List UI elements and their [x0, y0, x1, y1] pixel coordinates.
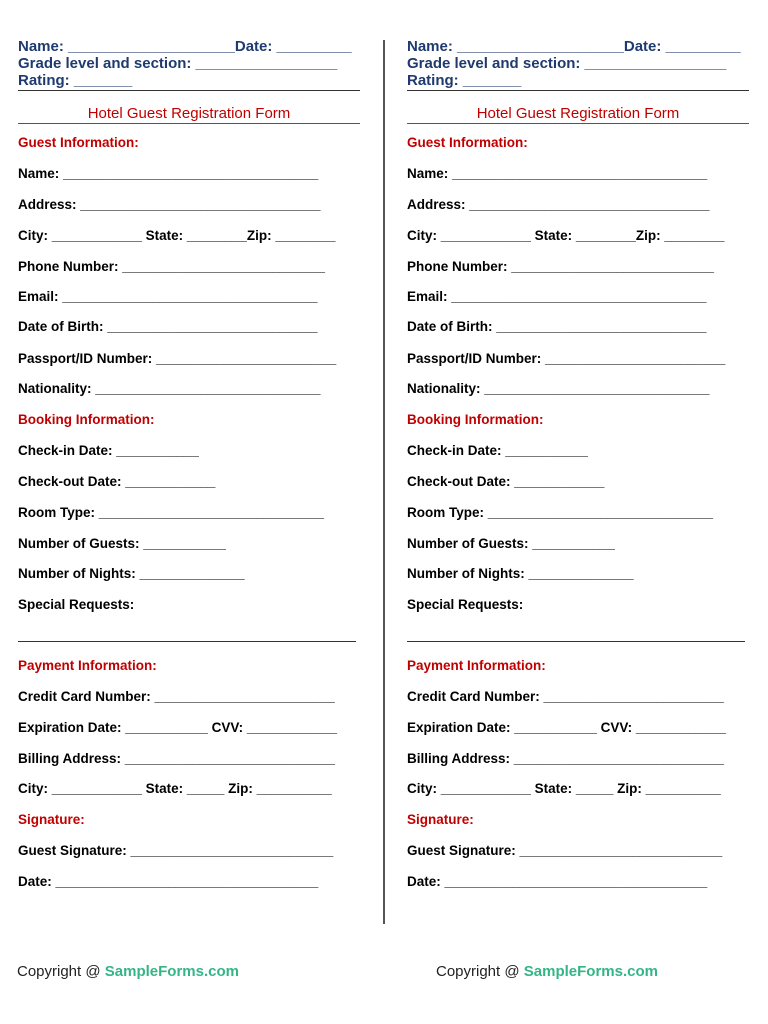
field-address[interactable]: Address: ________________________________: [407, 197, 710, 212]
field-expiration-cvv[interactable]: Expiration Date: ___________ CVV: ____________: [407, 720, 726, 735]
field-billing-address[interactable]: Billing Address: ____________________________: [407, 751, 724, 766]
header-rule: [407, 90, 749, 91]
brand-link[interactable]: SampleForms.com: [104, 963, 239, 980]
field-expiration-cvv[interactable]: Expiration Date: ___________ CVV: ____________: [18, 720, 337, 735]
field-guest-signature[interactable]: Guest Signature: ___________________________: [407, 843, 723, 858]
field-room-type[interactable]: Room Type: ______________________________: [18, 505, 324, 520]
field-name[interactable]: Name: __________________________________: [407, 166, 708, 181]
field-billing-city-state-zip[interactable]: City: ____________ State: _____ Zip: __________: [18, 781, 332, 796]
section-guest-information: Guest Information:: [18, 135, 139, 150]
field-passport-id[interactable]: Passport/ID Number: ________________________: [407, 351, 726, 366]
field-address[interactable]: Address: ________________________________: [18, 197, 321, 212]
field-nationality[interactable]: Nationality: ______________________________: [407, 381, 710, 396]
field-check-out-date[interactable]: Check-out Date: ____________: [18, 474, 216, 489]
section-booking-information: Booking Information:: [407, 412, 544, 427]
header-grade-section: Grade level and section: _________________: [18, 55, 338, 72]
form-title: Hotel Guest Registration Form: [476, 105, 680, 122]
field-guest-signature[interactable]: Guest Signature: ___________________________: [18, 843, 334, 858]
header-rating: Rating: _______: [18, 72, 133, 89]
special-requests-line[interactable]: [407, 641, 745, 642]
section-signature: Signature:: [407, 812, 474, 827]
section-signature: Signature:: [18, 812, 85, 827]
header-rating: Rating: _______: [407, 72, 522, 89]
field-date[interactable]: Date: ___________________________________: [18, 874, 319, 889]
field-billing-address[interactable]: Billing Address: ____________________________: [18, 751, 335, 766]
field-room-type[interactable]: Room Type: ______________________________: [407, 505, 713, 520]
copyright-text: Copyright @: [436, 963, 524, 980]
header-name-date: Name: ____________________Date: _________: [407, 38, 741, 55]
section-booking-information: Booking Information:: [18, 412, 155, 427]
field-special-requests: Special Requests:: [18, 597, 135, 612]
field-date-of-birth[interactable]: Date of Birth: ____________________________: [18, 319, 318, 334]
section-payment-information: Payment Information:: [18, 658, 157, 673]
title-rule: [407, 123, 749, 124]
field-date-of-birth[interactable]: Date of Birth: ____________________________: [407, 319, 707, 334]
header-grade-section: Grade level and section: _________________: [407, 55, 727, 72]
field-credit-card-number[interactable]: Credit Card Number: ________________________: [407, 689, 724, 704]
section-payment-information: Payment Information:: [407, 658, 546, 673]
title-rule: [18, 123, 360, 124]
field-check-in-date[interactable]: Check-in Date: ___________: [407, 443, 588, 458]
header-name-date: Name: ____________________Date: _________: [18, 38, 352, 55]
field-check-out-date[interactable]: Check-out Date: ____________: [407, 474, 605, 489]
field-city-state-zip[interactable]: City: ____________ State: ________Zip: ________: [18, 228, 336, 243]
field-number-of-nights[interactable]: Number of Nights: ______________: [407, 566, 634, 581]
field-number-of-guests[interactable]: Number of Guests: ___________: [18, 536, 226, 551]
field-city-state-zip[interactable]: City: ____________ State: ________Zip: ________: [407, 228, 725, 243]
field-billing-city-state-zip[interactable]: City: ____________ State: _____ Zip: __________: [407, 781, 721, 796]
header-rule: [18, 90, 360, 91]
special-requests-line[interactable]: [18, 641, 356, 642]
field-date[interactable]: Date: ___________________________________: [407, 874, 708, 889]
field-name[interactable]: Name: __________________________________: [18, 166, 319, 181]
footer-copyright-right: [436, 963, 658, 980]
copyright-text: Copyright @: [17, 963, 105, 980]
field-check-in-date[interactable]: Check-in Date: ___________: [18, 443, 199, 458]
field-special-requests: Special Requests:: [407, 597, 524, 612]
form-title: Hotel Guest Registration Form: [87, 105, 291, 122]
section-guest-information: Guest Information:: [407, 135, 528, 150]
form-copy-left: [18, 38, 362, 889]
field-number-of-nights[interactable]: Number of Nights: ______________: [18, 566, 245, 581]
footer-copyright-left: [17, 963, 239, 980]
field-passport-id[interactable]: Passport/ID Number: ________________________: [18, 351, 337, 366]
field-phone-number[interactable]: Phone Number: ___________________________: [407, 259, 714, 274]
field-email[interactable]: Email: __________________________________: [407, 289, 707, 304]
brand-link[interactable]: SampleForms.com: [523, 963, 658, 980]
column-divider: [383, 40, 385, 924]
field-email[interactable]: Email: __________________________________: [18, 289, 318, 304]
form-copy-right: [407, 38, 751, 889]
field-number-of-guests[interactable]: Number of Guests: ___________: [407, 536, 615, 551]
field-phone-number[interactable]: Phone Number: ___________________________: [18, 259, 325, 274]
field-nationality[interactable]: Nationality: ______________________________: [18, 381, 321, 396]
field-credit-card-number[interactable]: Credit Card Number: ________________________: [18, 689, 335, 704]
